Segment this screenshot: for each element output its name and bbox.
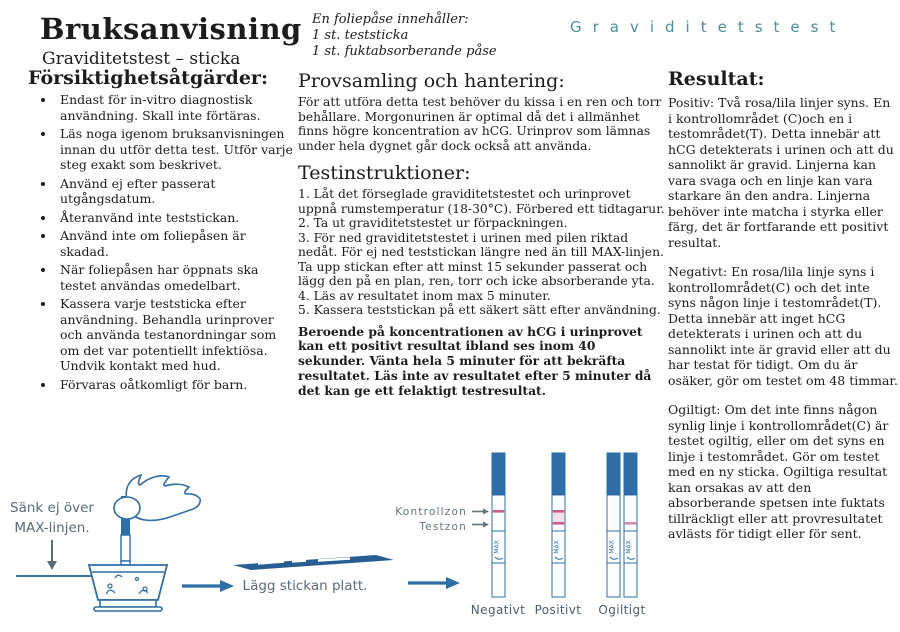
pouch-contents-note [312, 12, 497, 60]
pouch-note-line: 1 st. fuktabsorberande påse [312, 44, 497, 59]
precaution-item: • Endast för in-vitro diagnostisk användning. Skall inte förtäras. [56, 92, 296, 123]
max-mark: MAX [553, 540, 561, 554]
test-line [625, 522, 636, 525]
control-zone-label: Kontrollzon [395, 506, 467, 518]
precaution-item: • Använd inte om foliepåsen är skadad. [56, 228, 296, 259]
instruction-step: 2. Ta ut graviditetstestet ur förpackningen. [298, 216, 568, 230]
page-subtitle: Graviditetstest – sticka [42, 49, 241, 69]
control-line [553, 510, 564, 513]
zone-pointer-arrow-icon [472, 509, 489, 528]
cup-illustration [89, 565, 167, 611]
flat-stick-label: Lägg stickan platt. [242, 578, 368, 594]
pouch-note-line: En foliepåse innehåller: [312, 12, 469, 27]
max-mark: MAX [608, 540, 616, 554]
max-mark: MAX [625, 540, 633, 554]
sampling-heading: Provsamling och hantering: [298, 70, 565, 92]
hand-illustration [114, 475, 200, 520]
instruction-step: 5. Kassera teststickan på ett säkert sätt efter användning. [298, 303, 661, 317]
flow-arrow-icon [408, 577, 460, 589]
precaution-item: • Använd ej efter passerat utgångsdatum. [56, 176, 296, 207]
precaution-item: • Kassera varje teststicka efter användning. Behandla urinprover och använda testanordningar som om det var potentiellt infektiösa. Undvik kontakt med hud. [56, 296, 296, 374]
strip-label-invalid: Ogiltigt [598, 603, 646, 617]
test-strip-positive [552, 453, 565, 597]
result-positive-text: Positiv: Två rosa/lila linjer syns. En i kontrollområdet (C)och en i testområdet(T). Detta innebär att hCG detekterats i urinen och att du sannolikt är gravid. Linjerna kan vara svaga och en linje kan vara starkare än den andra. Linjerna behöver inte matcha i styrka eller färg, det är fortfarande ett positivt resultat. [668, 95, 894, 250]
instruction-step: 3. För ned graviditetstestet i urinen med pilen riktad nedåt. För ej ned teststickan längre ned än till MAX-linjen. Ta upp stickan efter att minst 15 sekunder passerat och lägg den på en plan, ren, torr och icke absorberande yta. [298, 230, 664, 288]
result-invalid-text: Ogiltigt: Om det inte finns någon synlig linje i kontrollområdet(C) är testet ogiltig, eller om det syns en linje i testområdet. Gör om testet med en ny sticka. Ogiltiga resultat kan orsakas av att den absorberande spetsen inte fuktats tillräckligt eller att provresultatet avlästs för tidigt eller för sent. [668, 402, 889, 541]
sampling-body: För att utföra detta test behöver du kissa i en ren och torr behållare. Morgonurinen är optimal då det i allmänhet finns högre koncentration av hCG. Urinprov som lämnas under hela dygnet går dock också att använda. [298, 95, 662, 153]
strip-label-positive: Positivt [534, 603, 582, 617]
flow-arrow-icon [182, 580, 234, 592]
usage-diagram [0, 438, 900, 632]
pouch-note-line: 1 st. teststicka [312, 28, 409, 43]
timing-warning: Beroende på koncentrationen av hCG i urinprovet kan ett positivt resultat ibland ses inom 40 sekunder. Vänta hela 5 minuter för att bekräfta resultatet. Läs inte av resultatet efter 5 minuter då det kan ge ett felaktigt testresultat. [298, 323, 652, 398]
brand-wordmark: Graviditetstest [570, 18, 847, 36]
page-title: Bruksanvisning [40, 12, 302, 46]
test-strip-negative [492, 453, 505, 597]
test-strip-invalid-blank [607, 453, 620, 597]
strip-label-negative: Negativt [470, 603, 526, 617]
precaution-item: • Läs noga igenom bruksanvisningen innan du utför detta test. Utför varje steg exakt som beskrivet. [56, 126, 296, 173]
precaution-item: • Förvaras oåtkomligt för barn. [56, 377, 296, 393]
instruction-step: 1. Låt det förseglade graviditetstestet och urinprovet uppnå rumstemperatur (18-30°C). Förbered ett tidtagarur. [298, 187, 665, 216]
test-zone-label: Testzon [419, 521, 467, 533]
max-mark: MAX [493, 540, 501, 554]
precautions-list [34, 92, 296, 395]
results-heading: Resultat: [668, 68, 765, 90]
precaution-item: • Återanvänd inte teststickan. [56, 210, 296, 226]
instructions-steps [298, 187, 666, 318]
dip-label-line1: Sänk ej över [10, 500, 94, 516]
test-line [553, 522, 564, 525]
precautions-heading: Försiktighetsåtgärder: [28, 67, 268, 89]
test-strip-invalid-testline [624, 453, 637, 597]
thumb [114, 497, 140, 519]
instructions-heading: Testinstruktioner: [298, 162, 471, 184]
middle-column [298, 70, 666, 398]
precaution-item: • När foliepåsen har öppnats ska testet användas omedelbart. [56, 262, 296, 293]
down-arrow-icon [47, 540, 57, 570]
control-line [493, 510, 504, 513]
result-negative-text: Negativt: En rosa/lila linje syns i kontrollområdet(C) och det inte syns någon linje i testområdet(T). Detta innebär att inget hCG detekterats i urinen och att du sannolikt inte är gravid eller att du har testat för tidigt. Om du är osäker, gör om testet om 48 timmar. [668, 264, 898, 388]
instruction-step: 4. Läs av resultatet inom max 5 minuter. [298, 288, 551, 303]
flat-stick-illustration [233, 555, 394, 570]
dip-label-line2: MAX-linjen. [14, 520, 90, 536]
